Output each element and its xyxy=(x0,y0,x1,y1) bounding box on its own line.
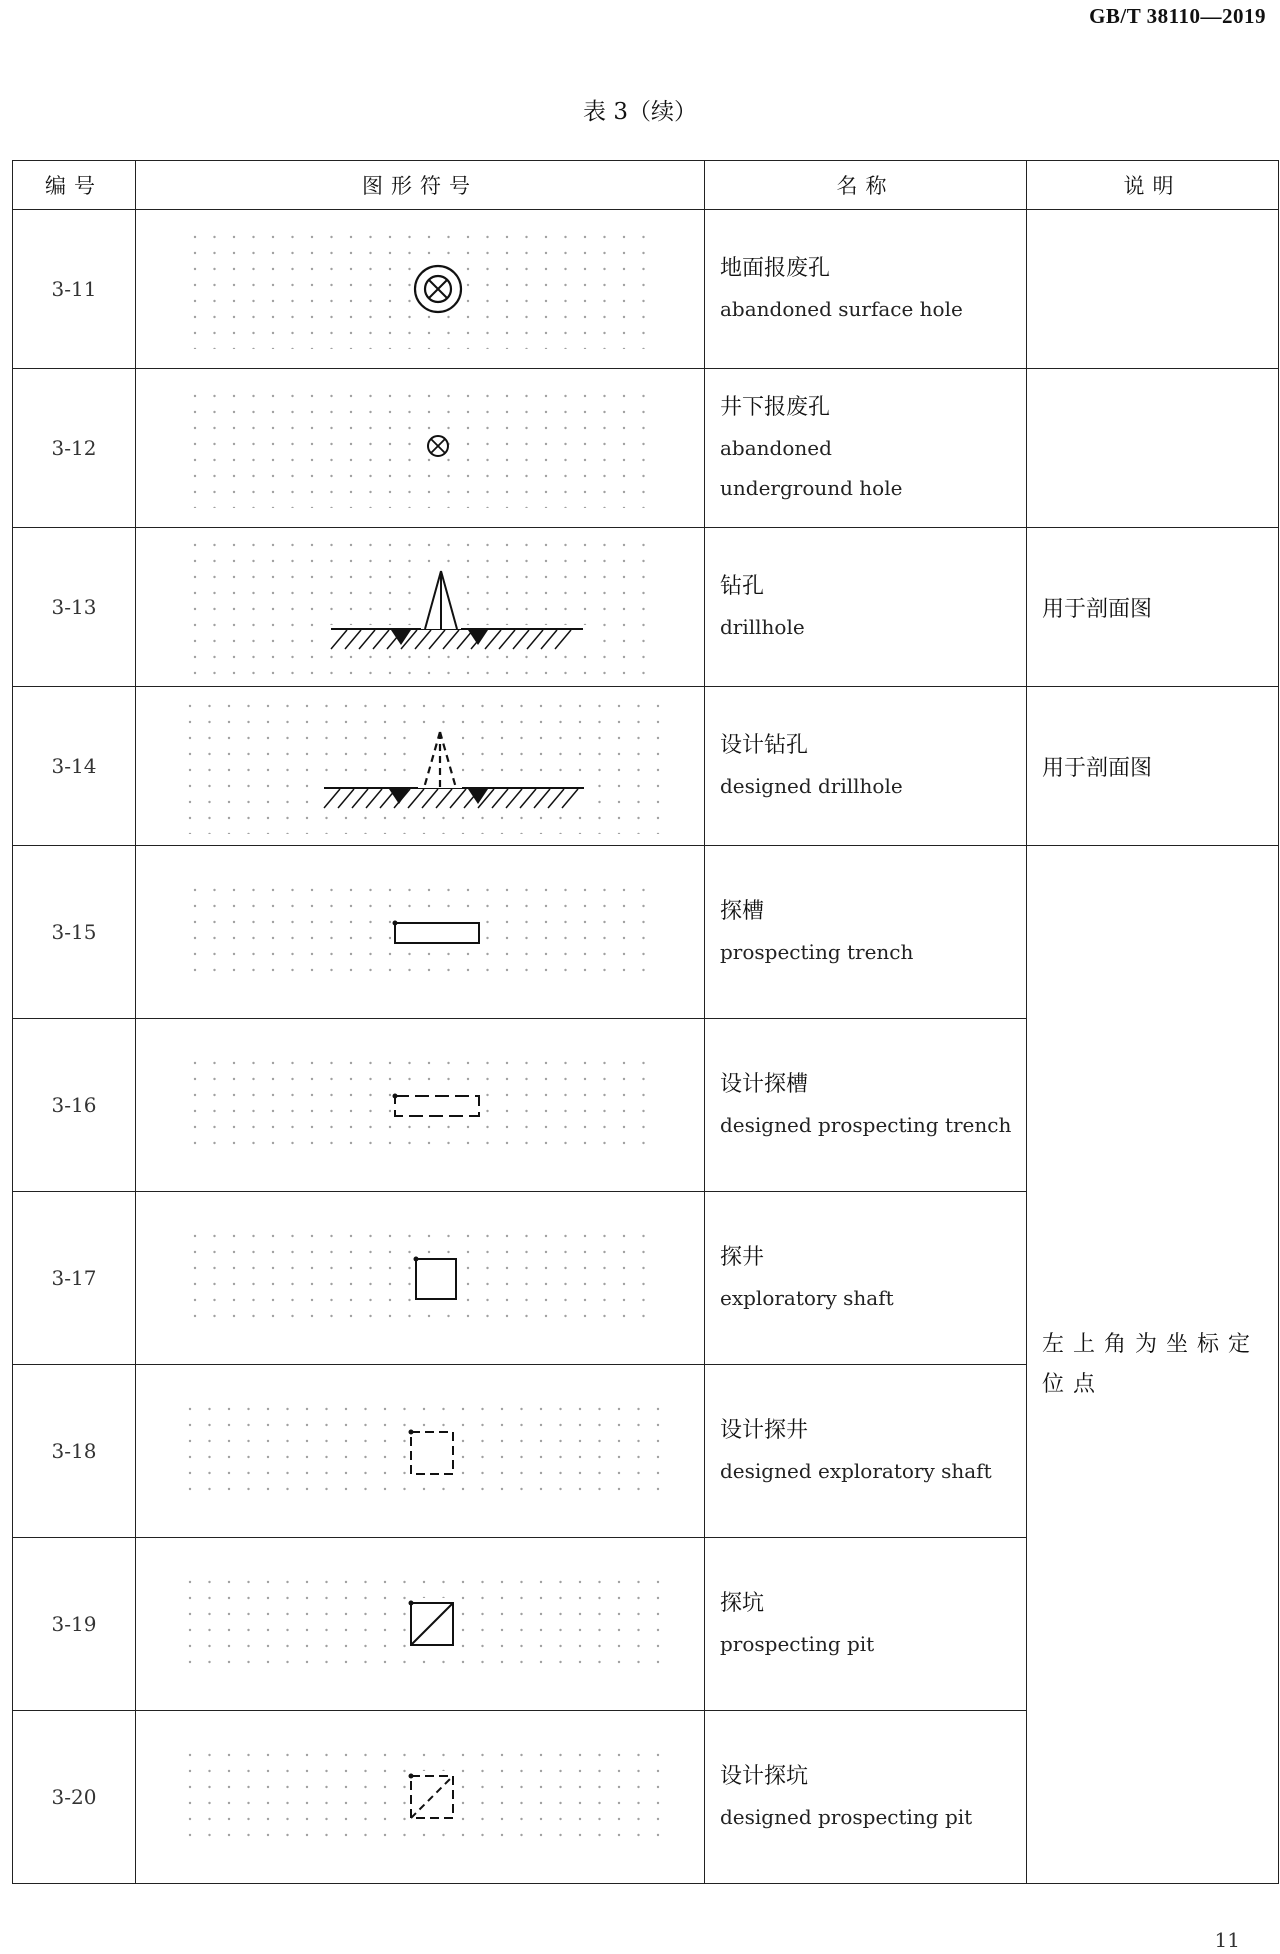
name-cell xyxy=(705,369,1027,528)
name-en: designed prospecting trench xyxy=(720,1113,1012,1137)
column-header-note: 说明 xyxy=(1027,161,1279,210)
table-row xyxy=(13,687,1279,846)
table-header-row xyxy=(13,161,1279,210)
name-en: drillhole xyxy=(720,615,805,639)
name-zh: 探坑 xyxy=(720,1591,765,1616)
row-number: 3-14 xyxy=(13,687,136,846)
exploratory-shaft-symbol xyxy=(185,1228,655,1328)
name-cell xyxy=(705,1192,1027,1365)
name-cell xyxy=(705,1019,1027,1192)
symbol-cell xyxy=(136,1538,705,1711)
symbol-cell xyxy=(136,210,705,369)
abandoned-underground-hole-symbol xyxy=(185,388,655,508)
table-row xyxy=(13,846,1279,1019)
name-zh: 井下报废孔 xyxy=(720,395,831,420)
name-cell xyxy=(705,687,1027,846)
table-row xyxy=(13,369,1279,528)
symbol-cell xyxy=(136,1365,705,1538)
name-en: abandoned xyxy=(720,436,832,460)
name-zh: 地面报废孔 xyxy=(720,256,831,281)
name-cell xyxy=(705,210,1027,369)
row-number: 3-12 xyxy=(13,369,136,528)
column-header-number: 编号 xyxy=(13,161,136,210)
symbol-cell xyxy=(136,846,705,1019)
symbol-cell xyxy=(136,1019,705,1192)
row-number: 3-19 xyxy=(13,1538,136,1711)
abandoned-surface-hole-symbol xyxy=(185,229,655,349)
prospecting-trench-symbol xyxy=(185,882,655,982)
name-en: designed drillhole xyxy=(720,774,903,798)
table-row xyxy=(13,528,1279,687)
note-cell: 用于剖面图 xyxy=(1027,687,1279,846)
symbol-cell xyxy=(136,528,705,687)
note-cell-merged xyxy=(1027,846,1279,1884)
row-number: 3-15 xyxy=(13,846,136,1019)
table-row xyxy=(13,210,1279,369)
name-en: designed exploratory shaft xyxy=(720,1459,992,1483)
row-number: 3-20 xyxy=(13,1711,136,1884)
note-cell xyxy=(1027,210,1279,369)
name-cell xyxy=(705,528,1027,687)
name-zh: 设计探井 xyxy=(720,1418,809,1443)
name-cell xyxy=(705,1711,1027,1884)
name-cell xyxy=(705,1538,1027,1711)
name-en: prospecting pit xyxy=(720,1632,875,1656)
symbol-cell xyxy=(136,1192,705,1365)
name-zh: 设计探槽 xyxy=(720,1072,809,1097)
column-header-symbol: 图形符号 xyxy=(136,161,705,210)
symbol-cell xyxy=(136,1711,705,1884)
designed-drillhole-symbol xyxy=(180,698,660,834)
merged-note-line: 位点 xyxy=(1042,1371,1105,1397)
name-zh: 钻孔 xyxy=(720,574,765,599)
name-zh: 探井 xyxy=(720,1245,765,1270)
name-en: exploratory shaft xyxy=(720,1286,894,1310)
row-number: 3-18 xyxy=(13,1365,136,1538)
symbol-cell xyxy=(136,369,705,528)
row-number: 3-11 xyxy=(13,210,136,369)
table-title: 表 3（续） xyxy=(583,99,697,125)
row-number: 3-13 xyxy=(13,528,136,687)
name-cell xyxy=(705,1365,1027,1538)
designed-prospecting-trench-symbol xyxy=(185,1055,655,1155)
name-en: prospecting trench xyxy=(720,940,914,964)
designed-exploratory-shaft-symbol xyxy=(180,1401,660,1501)
prospecting-pit-symbol xyxy=(180,1574,660,1674)
row-number: 3-16 xyxy=(13,1019,136,1192)
symbol-cell xyxy=(136,687,705,846)
name-zh: 设计探坑 xyxy=(720,1764,809,1789)
row-number: 3-17 xyxy=(13,1192,136,1365)
standard-code: GB/T 38110—2019 xyxy=(1089,4,1266,28)
note-cell: 用于剖面图 xyxy=(1027,528,1279,687)
name-cell xyxy=(705,846,1027,1019)
name-zh: 探槽 xyxy=(720,899,765,924)
note-cell xyxy=(1027,369,1279,528)
drillhole-symbol xyxy=(185,537,655,677)
designed-prospecting-pit-symbol xyxy=(180,1747,660,1847)
name-zh: 设计钻孔 xyxy=(720,733,809,758)
name-en: abandoned surface hole xyxy=(720,297,963,321)
page-number: 11 xyxy=(1214,1928,1240,1952)
symbol-table xyxy=(12,160,1279,1884)
name-en: designed prospecting pit xyxy=(720,1805,973,1829)
merged-note-line: 左上角为坐标定 xyxy=(1042,1331,1260,1357)
column-header-name: 名称 xyxy=(705,161,1027,210)
name-en: underground hole xyxy=(720,476,903,500)
